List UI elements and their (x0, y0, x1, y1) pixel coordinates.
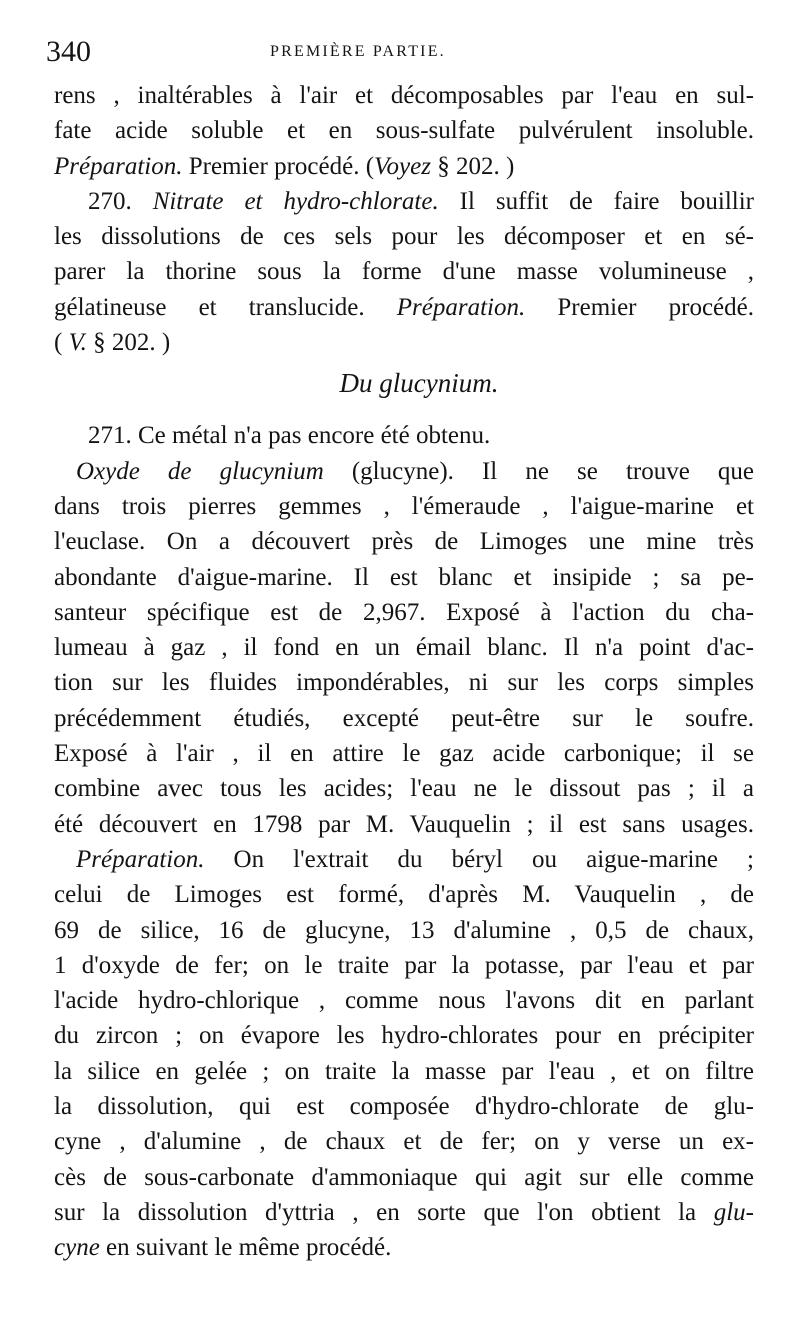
text-line: ( V. § 202. ) (54, 329, 171, 357)
text-line: abondante d'aigue-marine. Il est blanc et insipide ; sa pe- (54, 563, 754, 591)
text-line: Exposé à l'air , il en attire le gaz acide carbonique; il se (54, 740, 754, 768)
text-line: précédemment étudiés, excepté peut-être sur le soufre. (54, 704, 754, 732)
text-line: la silice en gelée ; on traite la masse par l'eau , et on filtre (54, 1057, 754, 1085)
body-text (54, 78, 754, 1266)
text-line: santeur spécifique est de 2,967. Exposé à l'action du cha- (54, 598, 754, 626)
text-line: du zircon ; on évapore les hydro-chlorates pour en précipiter (54, 1022, 754, 1050)
text-line: l'euclase. On a découvert près de Limoges une mine très (54, 528, 754, 556)
text-line: 69 de silice, 16 de glucyne, 13 d'alumine , 0,5 de chaux, (54, 916, 754, 944)
text-line: l'acide hydro-chlorique , comme nous l'avons dit en parlant (54, 987, 754, 1015)
running-title: PREMIÈRE PARTIE. (270, 43, 446, 60)
text-line: la dissolution, qui est composée d'hydro-chlorate de glu- (54, 1093, 754, 1121)
text-line: fate acide soluble et en sous-sulfate pulvérulent insoluble. (54, 117, 754, 145)
text-line: parer la thorine sous la forme d'une masse volumineuse , (54, 258, 754, 286)
text-line: 1 d'oxyde de fer; on le traite par la potasse, par l'eau et par (54, 951, 754, 979)
text-line: été découvert en 1798 par M. Vauquelin ; il est sans usages. (54, 810, 754, 838)
text-line: rens , inaltérables à l'air et décomposables par l'eau en sul- (54, 82, 754, 109)
page-number: 340 (46, 35, 91, 68)
text-line: tion sur les fluides impondérables, ni sur les corps simples (54, 669, 754, 697)
text-line: sur la dissolution d'yttria , en sorte que l'on obtient la glu- (54, 1198, 754, 1226)
text-line: les dissolutions de ces sels pour les décomposer et en sé- (54, 223, 754, 251)
text-line: cyne en suivant le même procédé. (54, 1234, 392, 1262)
text-line: lumeau à gaz , il fond en un émail blanc. Il n'a point d'ac- (54, 634, 754, 662)
paragraph-270-first-line: 270. Nitrate et hydro-chlorate. Il suffit de faire bouillir (88, 187, 754, 215)
text-line: celui de Limoges est formé, d'après M. Vauquelin , de (54, 881, 754, 909)
text-line: gélatineuse et translucide. Préparation. Premier procédé. (54, 293, 754, 321)
text-line: Oxyde de glucynium (glucyne). Il ne se trouve que (76, 457, 754, 485)
text-line: cyne , d'alumine , de chaux et de fer; on y verse un ex- (54, 1128, 754, 1156)
section-heading: Du glucynium. (339, 368, 499, 399)
text-line: Préparation. On l'extrait du béryl ou aigue-marine ; (76, 845, 754, 873)
text-line: combine avec tous les acides; l'eau ne le dissout pas ; il a (54, 775, 754, 803)
text-line: cès de sous-carbonate d'ammoniaque qui agit sur elle comme (54, 1163, 754, 1191)
text-line: Préparation. Premier procédé. (Voyez § 202. ) (54, 152, 515, 180)
running-head (0, 34, 800, 70)
paragraph-271-first-line: 271. Ce métal n'a pas encore été obtenu. (88, 422, 491, 450)
text-line: dans trois pierres gemmes , l'émeraude , l'aigue-marine et (54, 492, 754, 520)
